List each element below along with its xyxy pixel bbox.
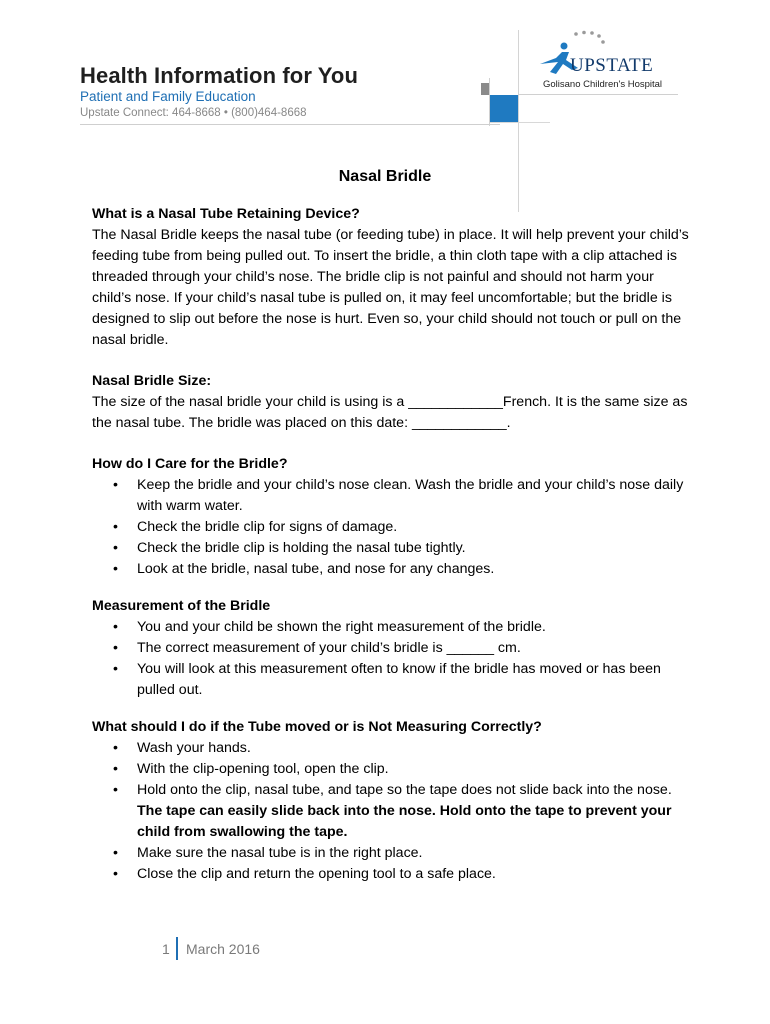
list-item: • Wash your hands. [113, 740, 251, 756]
list-item: • Check the bridle clip is holding the nasal tube tightly. [113, 540, 466, 556]
bullet-list [92, 738, 692, 885]
header-title: Health Information for You [80, 63, 359, 88]
bullet-list [92, 617, 692, 701]
section-heading: Measurement of the Bridle [92, 598, 271, 614]
list-item: • Look at the bridle, nasal tube, and nose for any changes. [113, 561, 495, 577]
decor-blue-square [490, 95, 518, 123]
page-number: 1 [162, 941, 170, 957]
header-divider [80, 124, 500, 125]
section-paragraph: The size of the nasal bridle your child is using is a ____________French. It is the same size as the nasal tube. The bridle was placed on this date: ____________. [92, 394, 688, 431]
section-paragraph: The Nasal Bridle keeps the nasal tube (or feeding tube) in place. It will help prevent your child’s feeding tube from being pulled out. To insert the bridle, a thin cloth tape with a clip attached is threaded through your child’s nose. The bridle clip is not painful and should not harm your child’s nose. If your child’s nasal tube is pulled on, it may feel uncomfortable; but the bridle is designed to slip out before the nose is hurt. Even so, your child should not touch or pull on the nasal bridle. [92, 227, 689, 348]
footer-divider [176, 937, 178, 960]
logo-wordmark: UPSTATE [570, 55, 654, 76]
list-item: • You and your child be shown the right measurement of the bridle. [113, 619, 546, 635]
decor-horizontal-line-2 [490, 122, 550, 123]
list-item: • Make sure the nasal tube is in the right place. [113, 845, 423, 861]
bullet-list [92, 475, 692, 580]
list-item: • The correct measurement of your child’s bridle is ______ cm. [113, 640, 521, 656]
section-heading: What should I do if the Tube moved or is Not Measuring Correctly? [92, 719, 542, 735]
bold-warning: The tape can easily slide back into the nose. Hold onto the tape to prevent your child from swallowing the tape. [137, 803, 672, 840]
decor-gray-square [481, 83, 489, 95]
list-item: • Hold onto the clip, nasal tube, and tape so the tape does not slide back into the nose. The tape can easily slide back into the nose. Hold onto the tape to prevent your child from swallowing the tape. [113, 782, 672, 840]
header-subtitle: Patient and Family Education [80, 89, 256, 104]
section-heading: How do I Care for the Bridle? [92, 456, 288, 472]
document-body [92, 204, 692, 885]
list-item: • Close the clip and return the opening tool to a safe place. [113, 866, 496, 882]
document-title: Nasal Bridle [338, 168, 432, 185]
section-heading: What is a Nasal Tube Retaining Device? [92, 206, 360, 222]
list-item: • With the clip-opening tool, open the clip. [113, 761, 389, 777]
logo-subtitle: Golisano Children's Hospital [543, 79, 663, 90]
footer-date: March 2016 [186, 941, 260, 957]
list-item: • Check the bridle clip for signs of damage. [113, 519, 398, 535]
list-item: • Keep the bridle and your child’s nose clean. Wash the bridle and your child’s nose daily with warm water. [113, 477, 684, 514]
section-heading: Nasal Bridle Size: [92, 373, 212, 389]
decor-horizontal-line [518, 94, 678, 95]
header-connect-phone: Upstate Connect: 464-8668 • (800)464-8668 [80, 107, 307, 119]
list-item: • You will look at this measurement often to know if the bridle has moved or has been pulled out. [113, 661, 661, 698]
